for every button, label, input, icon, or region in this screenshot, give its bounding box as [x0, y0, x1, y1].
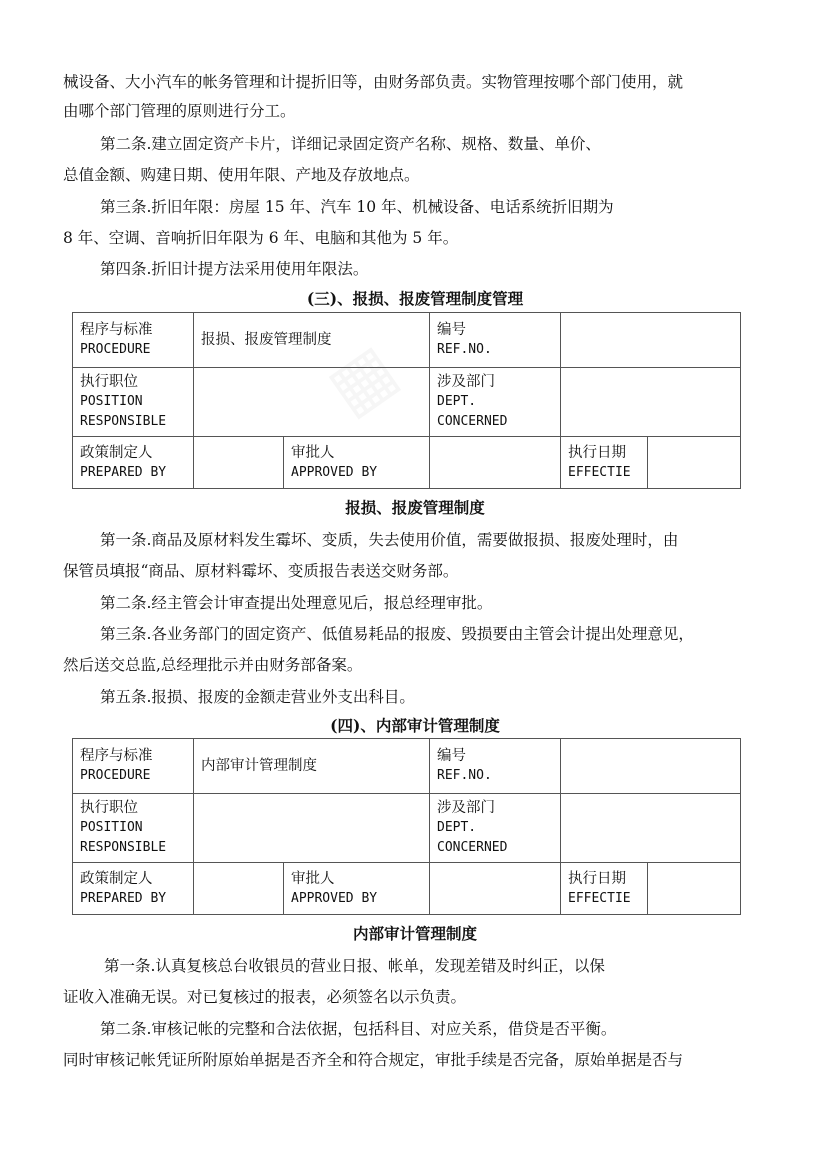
- ref-label-cn: 编号: [437, 748, 466, 764]
- approved-label-cn: 审批人: [291, 870, 335, 887]
- approved-label-en: APPROVED BY: [291, 890, 378, 906]
- prepared-value-cell: [194, 863, 284, 915]
- prepared-label-en: PREPARED BY: [80, 890, 167, 906]
- approved-label-cn: 审批人: [291, 444, 335, 461]
- approved-label-cell: [284, 863, 430, 915]
- paragraph-line: 第三条.各业务部门的固定资产、低值易耗品的报废、毁损要由主管会计提出处理意见，: [100, 625, 694, 643]
- dept-value-cell: [561, 368, 741, 437]
- position-label-en: POSITION: [80, 820, 143, 835]
- section-subtitle: 报损、报废管理制度: [345, 498, 485, 517]
- ref-label-cell: [430, 313, 561, 368]
- position-label-cn: 执行职位: [80, 800, 138, 816]
- prepared-label-cell: [73, 437, 194, 489]
- position-value-cell: [194, 368, 430, 437]
- effective-label-en: EFFECTIE: [568, 464, 631, 480]
- effective-label-en: EFFECTIE: [568, 890, 631, 906]
- dept-label-cell: [430, 794, 561, 863]
- procedure-table: [72, 312, 741, 489]
- ref-label-cn: 编号: [437, 322, 466, 338]
- paragraph-line: 第三条.折旧年限：房屋 15 年、汽车 10 年、机械设备、电话系统折旧期为: [100, 198, 614, 216]
- prepared-label-en: PREPARED BY: [80, 464, 167, 480]
- paragraph-line: 械设备、大小汽车的帐务管理和计提折旧等，由财务部负责。实物管理按哪个部门使用，就: [63, 73, 684, 91]
- prepared-value-cell: [194, 437, 284, 489]
- procedure-value-cell: [194, 313, 430, 368]
- procedure-value: 报损、报废管理制度: [201, 332, 332, 348]
- ref-label-en: REF.NO.: [437, 768, 492, 783]
- effective-label-cell: [561, 437, 648, 489]
- position-label-en: POSITION: [80, 394, 143, 409]
- position-label-cell: [73, 794, 194, 863]
- dept-label-en2: CONCERNED: [437, 414, 508, 429]
- procedure-table: [72, 738, 741, 915]
- position-value-cell: [194, 794, 430, 863]
- effective-value-cell: [648, 437, 741, 489]
- procedure-label-en: PROCEDURE: [80, 768, 151, 783]
- dept-value-cell: [561, 794, 741, 863]
- paragraph-line: 第二条.经主管会计审查提出处理意见后，报总经理审批。: [100, 594, 493, 612]
- procedure-label-cell: [73, 739, 194, 794]
- procedure-value: 内部审计管理制度: [201, 758, 317, 774]
- approved-label-en: APPROVED BY: [291, 464, 378, 480]
- paragraph-line: 8 年、空调、音响折旧年限为 6 年、电脑和其他为 5 年。: [63, 229, 459, 247]
- ref-label-cell: [430, 739, 561, 794]
- effective-label-cn: 执行日期: [568, 870, 626, 887]
- dept-label-en: DEPT.: [437, 820, 477, 835]
- dept-label-cell: [430, 368, 561, 437]
- procedure-label-cn: 程序与标准: [80, 322, 153, 338]
- paragraph-line: 总值金额、购建日期、使用年限、产地及存放地点。: [63, 166, 420, 184]
- paragraph-line: 第一条.商品及原材料发生霉坏、变质，失去使用价值，需要做报损、报废处理时，由: [100, 531, 679, 549]
- dept-label-en2: CONCERNED: [437, 840, 508, 855]
- ref-value-cell: [561, 313, 741, 368]
- prepared-label-cn: 政策制定人: [80, 444, 153, 461]
- approved-value-cell: [430, 437, 561, 489]
- paragraph-line: 第二条.建立固定资产卡片，详细记录固定资产名称、规格、数量、单价、: [100, 135, 601, 153]
- section-heading: (四)、内部审计管理制度: [330, 716, 500, 735]
- section-heading: (三)、报损、报废管理制度管理: [306, 289, 524, 308]
- procedure-label-en: PROCEDURE: [80, 342, 151, 357]
- approved-value-cell: [430, 863, 561, 915]
- paragraph-line: 由哪个部门管理的原则进行分工。: [63, 102, 296, 120]
- procedure-label-cell: [73, 313, 194, 368]
- position-label-en2: RESPONSIBLE: [80, 414, 167, 429]
- section-subtitle: 内部审计管理制度: [352, 924, 477, 943]
- paragraph-line: 第二条.审核记帐的完整和合法依据，包括科目、对应关系，借贷是否平衡。: [100, 1020, 617, 1038]
- paragraph-line: 证收入准确无误。对已复核过的报表，必须签名以示负责。: [63, 988, 467, 1006]
- prepared-label-cell: [73, 863, 194, 915]
- position-label-cn: 执行职位: [80, 374, 138, 390]
- effective-label-cn: 执行日期: [568, 444, 626, 461]
- position-label-en2: RESPONSIBLE: [80, 840, 167, 855]
- prepared-label-cn: 政策制定人: [80, 870, 153, 887]
- procedure-label-cn: 程序与标准: [80, 748, 153, 764]
- approved-label-cell: [284, 437, 430, 489]
- dept-label-en: DEPT.: [437, 394, 477, 409]
- ref-label-en: REF.NO.: [437, 342, 492, 357]
- effective-label-cell: [561, 863, 648, 915]
- dept-label-cn: 涉及部门: [437, 374, 495, 390]
- paragraph-line: 同时审核记帐凭证所附原始单据是否齐全和符合规定，审批手续是否完备，原始单据是否与: [63, 1051, 684, 1069]
- paragraph-line: 第五条.报损、报废的金额走营业外支出科目。: [100, 688, 415, 706]
- paragraph-line: 第一条.认真复核总台收银员的营业日报、帐单，发现差错及时纠正，以保: [104, 957, 605, 975]
- paragraph-line: 保管员填报“商品、原材料霉坏、变质报告表送交财务部。: [63, 562, 459, 580]
- paragraph-line: 第四条.折旧计提方法采用使用年限法。: [100, 260, 369, 278]
- dept-label-cn: 涉及部门: [437, 800, 495, 816]
- ref-value-cell: [561, 739, 741, 794]
- paragraph-line: 然后送交总监,总经理批示并由财务部备案。: [63, 656, 363, 674]
- procedure-value-cell: [194, 739, 430, 794]
- effective-value-cell: [648, 863, 741, 915]
- position-label-cell: [73, 368, 194, 437]
